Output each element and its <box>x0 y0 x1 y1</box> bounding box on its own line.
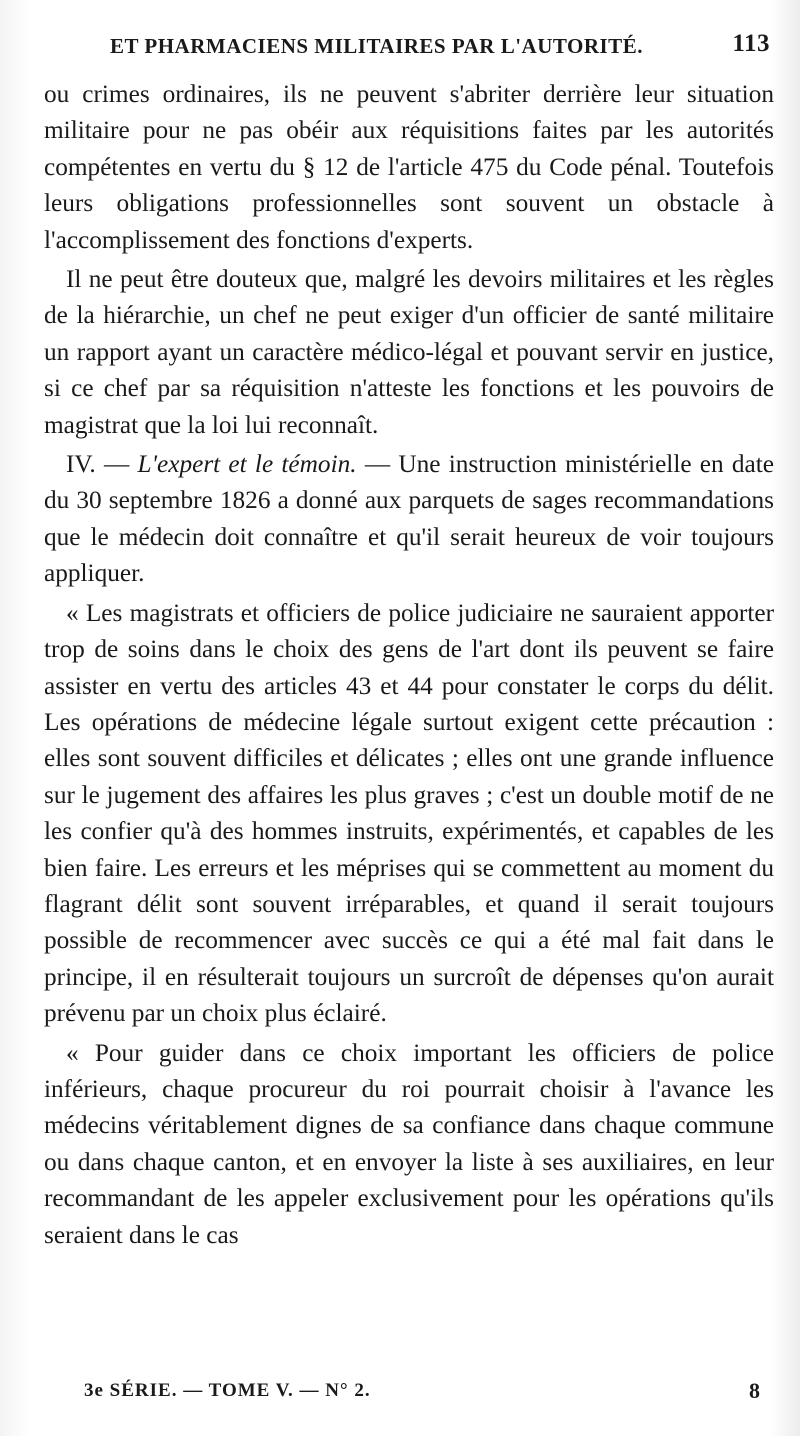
page-number: 113 <box>732 30 770 57</box>
section-number: IV. <box>66 450 96 479</box>
signature-mark: 8 <box>749 1378 760 1403</box>
quoted-paragraph: « Pour guider dans ce choix important les officiers de police inférieurs, chaque procureur du roi pourrait choisir à l'avance les médecins véritablement dignes de sa confiance dans chaque commune ou dans chaque canton, et en envoyer la liste à ses auxiliaires, en leur recommandant de les appeler exclusivement pour les opérations qu'ils seraient dans le cas <box>44 1038 774 1249</box>
page-header <box>100 30 770 66</box>
body-text <box>44 76 774 1256</box>
section-text: Une instruction ministérielle en date du 30 septembre 1826 a donné aux parquets de sages recommandations que le médecin doit connaître et qu'il serait heureux de voir toujours appliquer. <box>44 450 775 588</box>
series-info: 3e SÉRIE. — TOME V. — N° 2. <box>84 1380 371 1401</box>
section-dash: — <box>364 450 391 479</box>
section-paragraph <box>44 446 774 592</box>
section-dash: — <box>104 450 130 479</box>
quoted-paragraph: « Les magistrats et officiers de police judiciaire ne sauraient apporter trop de soins dans le choix des gens de l'art dont ils peuvent se faire assister en vertu des articles 43 et 44 pour constater le corps du délit. Les opérations de médecine légale surtout exigent cette précaution : elles sont souvent difficiles et délicates ; elles ont une grande influence sur le jugement des affaires les plus graves ; c'est un double motif de ne les confier qu'à des hommes instruits, expérimentés, et capables de les bien faire. Les erreurs et les méprises qui se commettent au moment du flagrant délit sont souvent irréparables, et quand il serait toujours possible de recommencer avec succès ce qui a été mal fait dans le principe, il en résulterait toujours un surcroît de dépenses qu'on aurait prévenu par un choix plus éclairé. <box>44 598 774 1028</box>
section-title: L'expert et le témoin. <box>137 450 357 479</box>
paragraph: Il ne peut être douteux que, malgré les devoirs militaires et les règles de la hiérarchie, un chef ne peut exiger d'un officier de santé militaire un rapport ayant un caractère médico-légal et pouvant servir en justice, si ce chef par sa réquisition n'atteste les fonctions et les pouvoirs de magistrat que la loi lui reconnaît. <box>44 265 774 439</box>
running-title: ET PHARMACIENS MILITAIRES PAR L'AUTORITÉ. <box>110 34 643 58</box>
paragraph-continuation: ou crimes ordinaires, ils ne peuvent s'abriter derrière leur situation militaire pour ne pas obéir aux réquisitions faites par les autorités compétentes en vertu du § 12 de l'article 475 du Code pénal. Toutefois leurs obligations professionnelles sont souvent un obstacle à l'accomplissement des fonctions d'experts. <box>44 80 774 254</box>
